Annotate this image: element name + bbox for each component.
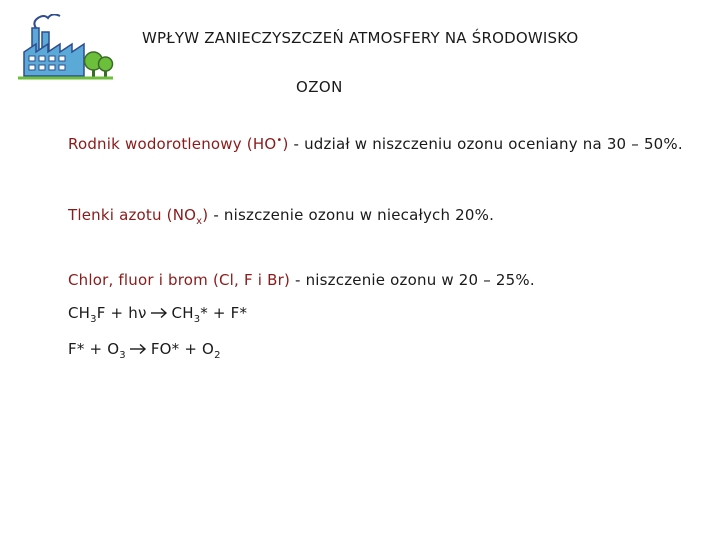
eq-term: CH <box>68 304 91 322</box>
right-arrow-icon <box>150 307 168 319</box>
factory-trees-icon <box>14 14 114 84</box>
page-title: WPŁYW ZANIECZYSZCZEŃ ATMOSFERY NA ŚRODOWISKO <box>142 29 579 47</box>
paragraph-text: - udział w niszczeniu ozonu oceniany na 30 – 50%. <box>288 135 683 153</box>
highlight-text: Chlor, fluor i brom (Cl, F i Br) <box>68 271 291 289</box>
eq-term: FO* + O <box>150 340 215 358</box>
highlight-text-end: ) <box>202 206 209 224</box>
right-arrow-icon <box>129 343 147 355</box>
subscript: x <box>196 216 203 227</box>
equation-1 <box>68 304 248 325</box>
paragraph-nitrogen-oxides <box>68 206 495 227</box>
eq-subscript: 3 <box>193 314 201 325</box>
paragraph-halogens <box>68 272 535 289</box>
eq-subscript: 2 <box>214 350 221 361</box>
eq-subscript: 3 <box>90 314 97 325</box>
highlight-text-end: ) <box>282 135 289 153</box>
highlight-text: Rodnik wodorotlenowy (HO <box>68 135 277 153</box>
eq-term: CH <box>171 304 194 322</box>
eq-term: F* + O <box>68 340 120 358</box>
equation-2 <box>68 340 221 361</box>
paragraph-text: - niszczenie ozonu w 20 – 25%. <box>290 271 535 289</box>
paragraph-hydroxyl <box>68 136 688 153</box>
eq-term: * + F* <box>200 304 248 322</box>
eq-subscript: 3 <box>119 350 126 361</box>
paragraph-text: - niszczenie ozonu w niecałych 20%. <box>208 206 495 224</box>
section-subtitle: OZON <box>296 78 343 96</box>
eq-term: F + hν <box>96 304 147 322</box>
radical-dot: • <box>276 135 283 146</box>
highlight-text: Tlenki azotu (NO <box>68 206 197 224</box>
